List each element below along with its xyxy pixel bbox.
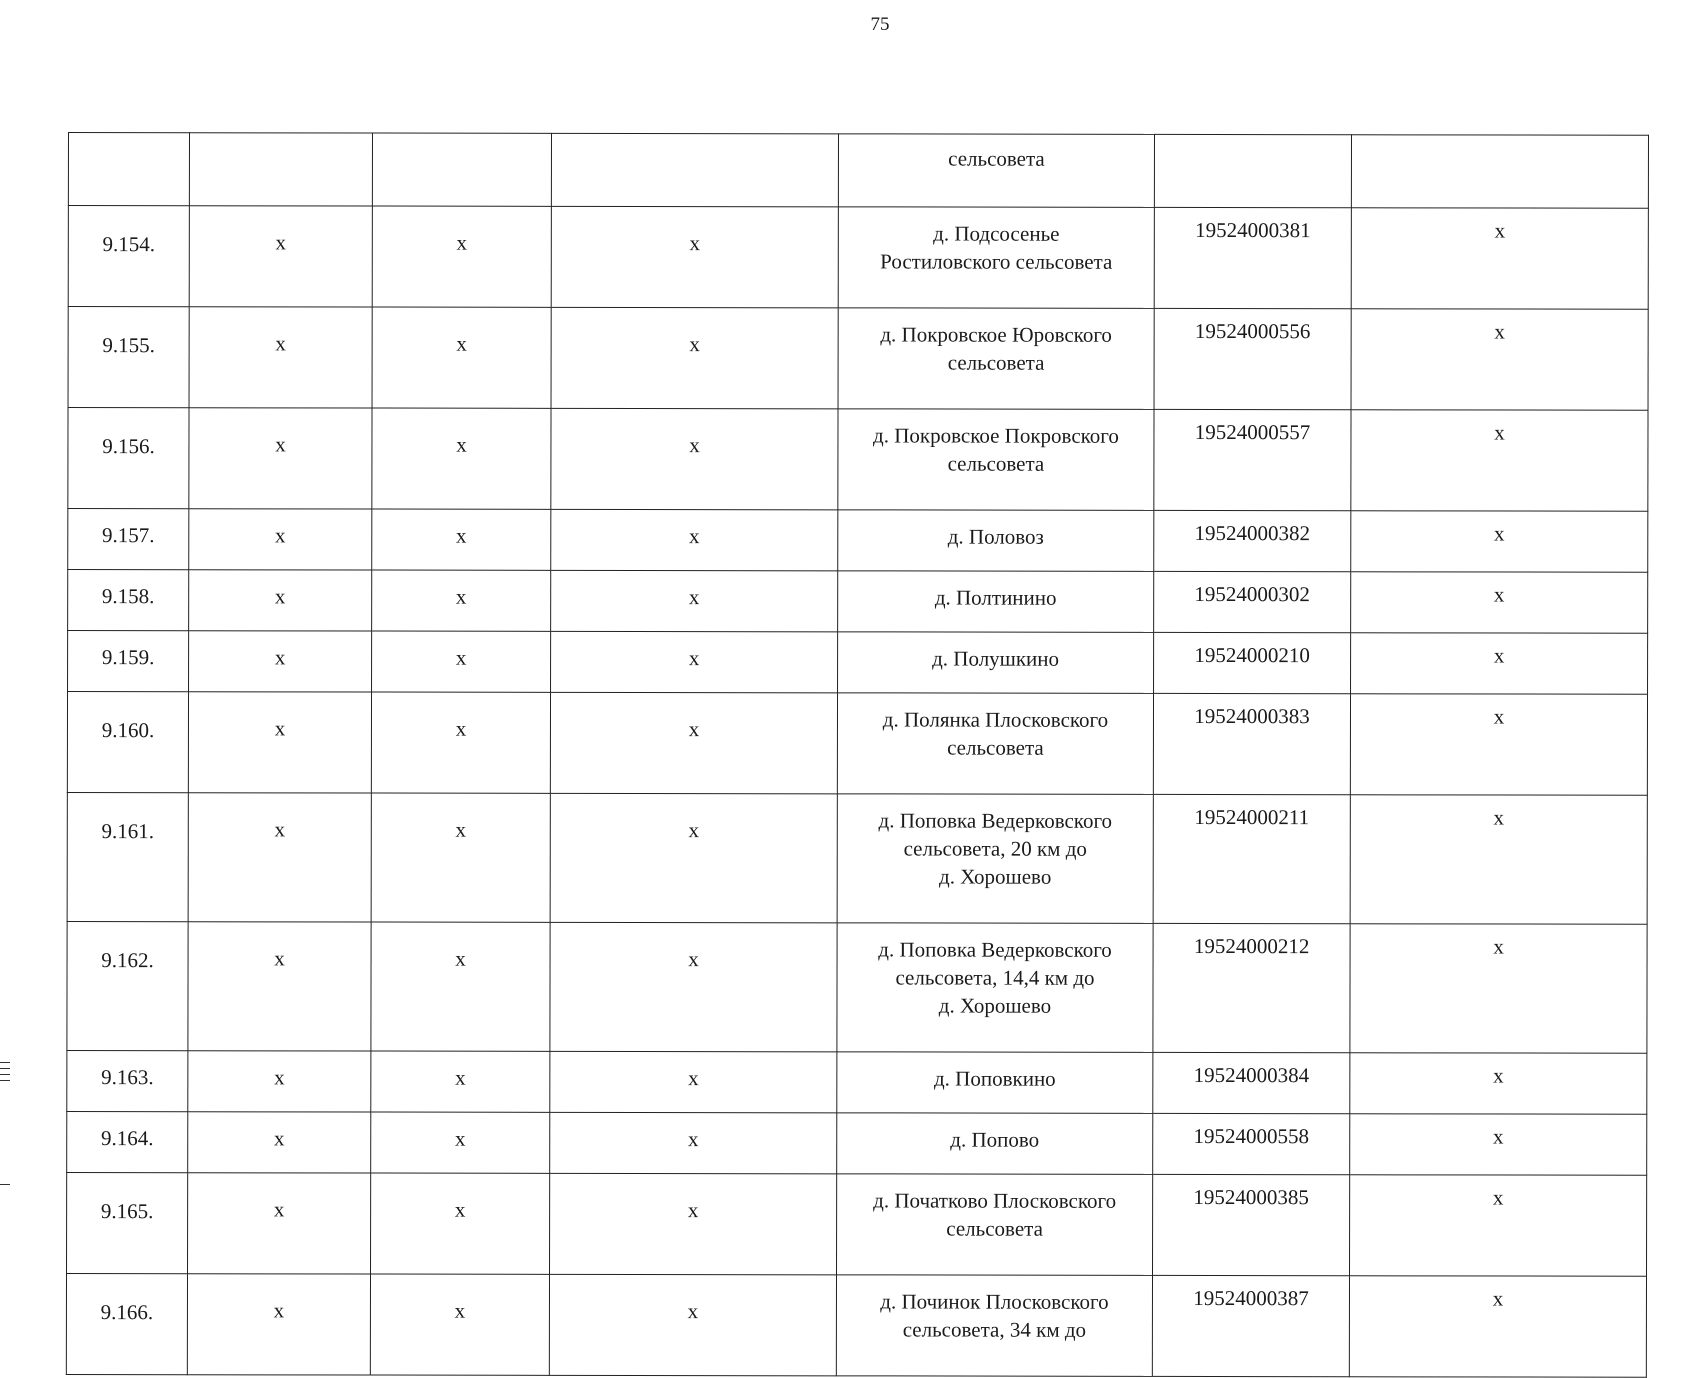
cell-col4: x: [551, 307, 838, 409]
settlement-name-line: д. Покровское Юровского: [880, 322, 1112, 347]
settlement-name: [838, 510, 1154, 572]
cell-col2: x: [188, 922, 371, 1051]
cell-col3: x: [372, 408, 551, 509]
row-number: 9.157.: [68, 509, 189, 570]
row-number: 9.155.: [68, 307, 189, 408]
settlement-name: [838, 409, 1154, 511]
settlement-name: [837, 693, 1153, 795]
cell-col2: x: [189, 509, 372, 570]
oktmo-code: 19524000302: [1154, 571, 1351, 632]
settlement-name-line: сельсовета: [947, 350, 1045, 375]
settlement-name: [837, 794, 1153, 924]
continuation-row: [68, 133, 1648, 209]
row-number: 9.154.: [68, 206, 189, 307]
cell-col4: x: [551, 206, 838, 308]
cell-last: x: [1350, 694, 1647, 796]
oktmo-code: 19524000556: [1154, 308, 1351, 409]
cell-last: x: [1350, 1175, 1647, 1277]
cell-col2: x: [189, 206, 372, 307]
cell-col3: x: [372, 509, 551, 570]
cell-last: x: [1350, 1114, 1647, 1176]
cont-cell-col2: [189, 133, 372, 206]
cell-col3: x: [371, 922, 550, 1051]
settlement-name-line: д. Починок Плосковского: [880, 1289, 1109, 1314]
settlement-name-line: д. Поповкино: [933, 1066, 1056, 1091]
settlement-name: [837, 1052, 1153, 1114]
cell-col3: x: [371, 1112, 550, 1173]
settlement-name-line: д. Поповка Ведерковского: [878, 808, 1113, 833]
cont-cell-code: [1154, 134, 1351, 207]
table-row: [67, 1050, 1647, 1114]
table-row: [67, 921, 1647, 1053]
cell-last: x: [1351, 511, 1648, 573]
cell-col2: x: [189, 408, 372, 509]
cell-last: x: [1351, 572, 1648, 634]
cell-last: x: [1350, 795, 1647, 925]
table-row: [67, 1172, 1647, 1276]
settlement-name: [838, 632, 1154, 694]
cell-last: x: [1350, 1053, 1647, 1115]
settlement-name-line: сельсовета: [946, 1216, 1043, 1241]
cell-col4: x: [551, 570, 838, 632]
table-row: [67, 792, 1647, 924]
table-row: [67, 692, 1647, 796]
settlement-name-line: д. Хорошево: [938, 993, 1052, 1018]
row-number: 9.162.: [67, 921, 188, 1050]
table-row: [68, 206, 1648, 310]
table-row: [68, 631, 1648, 695]
cont-cell-num: [68, 133, 189, 206]
cell-last: x: [1351, 410, 1648, 512]
cont-cell-col4: [551, 133, 838, 207]
cell-col2: x: [188, 793, 371, 922]
settlement-name-line: д. Хорошево: [939, 864, 1052, 889]
cell-col3: x: [372, 307, 551, 408]
cell-col4: x: [551, 408, 838, 510]
cell-col3: x: [371, 1173, 550, 1274]
settlement-name-line: д. Початково Плосковского: [873, 1188, 1117, 1213]
page-number: 75: [870, 14, 890, 35]
settlement-name: [838, 207, 1154, 309]
settlement-name: [836, 1275, 1152, 1377]
cell-col3: x: [372, 570, 551, 631]
table-row: [66, 1273, 1646, 1377]
settlement-name-line: д. Покровское Покровского: [873, 423, 1119, 448]
oktmo-code: 19524000387: [1152, 1275, 1349, 1376]
cell-last: x: [1350, 924, 1647, 1054]
margin-mark: [0, 1184, 10, 1185]
settlement-name-line: д. Полтинино: [934, 585, 1057, 610]
oktmo-code: 19524000384: [1153, 1052, 1350, 1113]
cell-col3: x: [371, 793, 550, 922]
oktmo-code: 19524000211: [1153, 794, 1350, 923]
row-number: 9.163.: [67, 1050, 188, 1111]
row-number: 9.161.: [67, 792, 188, 921]
cell-last: x: [1351, 633, 1648, 695]
table-row: [68, 307, 1648, 411]
cell-col2: x: [189, 570, 372, 631]
cell-col2: x: [188, 692, 371, 793]
table-row: [68, 408, 1648, 512]
cell-col4: x: [550, 692, 837, 794]
cell-col2: x: [188, 1112, 371, 1173]
table-row: [68, 509, 1648, 573]
settlement-name-line: Ростиловского сельсовета: [880, 249, 1113, 274]
settlement-name-line: сельсовета: [947, 451, 1045, 476]
cell-col4: x: [551, 509, 838, 571]
row-number: 9.159.: [68, 631, 189, 692]
cont-cell-name: сельсовета: [838, 134, 1154, 208]
cell-col2: x: [188, 1051, 371, 1112]
cell-col2: x: [189, 307, 372, 408]
cell-col3: x: [372, 206, 551, 307]
settlement-name-line: д. Полянка Плосковского: [882, 707, 1109, 732]
row-number: 9.160.: [67, 692, 188, 793]
oktmo-code: 19524000382: [1154, 510, 1351, 571]
settlement-name-line: д. Половоз: [947, 524, 1044, 549]
table-row: [67, 1111, 1647, 1175]
row-number: 9.158.: [68, 570, 189, 631]
oktmo-code: 19524000381: [1154, 207, 1351, 308]
cell-col4: x: [550, 1112, 837, 1174]
oktmo-code: 19524000558: [1153, 1113, 1350, 1174]
settlement-name-line: д. Поповка Ведерковского: [878, 937, 1112, 962]
row-number: 9.156.: [68, 408, 189, 509]
margin-mark: [0, 1062, 10, 1063]
cell-col2: x: [188, 1173, 371, 1274]
row-number: 9.164.: [67, 1111, 188, 1172]
cont-cell-col3: [372, 133, 551, 206]
table-body: [66, 133, 1648, 1378]
cell-col3: x: [371, 692, 550, 793]
cell-last: x: [1351, 309, 1648, 411]
cell-col3: x: [370, 1274, 549, 1375]
margin-mark: [0, 1068, 10, 1069]
settlement-name-line: д. Подсосенье: [933, 221, 1060, 246]
row-number: 9.166.: [66, 1273, 187, 1374]
settlement-name: [838, 571, 1154, 633]
margin-mark: [0, 1074, 10, 1075]
cell-col4: x: [550, 793, 837, 923]
row-number: 9.165.: [67, 1172, 188, 1273]
cell-col3: x: [371, 1051, 550, 1112]
margin-mark: [0, 1080, 10, 1081]
settlement-name: [837, 1113, 1153, 1175]
settlement-name-line: д. Попово: [950, 1127, 1040, 1152]
oktmo-code: 19524000383: [1153, 693, 1350, 794]
cell-col4: x: [550, 1173, 837, 1275]
settlement-name-line: сельсовета, 20 км до: [903, 836, 1087, 861]
cell-col4: x: [551, 631, 838, 693]
oktmo-code: 19524000385: [1153, 1174, 1350, 1275]
oktmo-code: 19524000557: [1154, 409, 1351, 510]
settlement-name-line: сельсовета, 14,4 км до: [895, 965, 1095, 990]
settlement-name: [837, 923, 1153, 1053]
oktmo-code: 19524000212: [1153, 923, 1350, 1052]
settlement-name-line: сельсовета, 34 км до: [902, 1317, 1087, 1342]
cell-col4: x: [550, 922, 837, 1052]
settlement-name: [837, 1174, 1153, 1276]
cell-col3: x: [372, 631, 551, 692]
settlement-name-line: сельсовета: [947, 735, 1044, 760]
settlement-name-line: д. Полушкино: [932, 646, 1060, 671]
cell-col4: x: [550, 1051, 837, 1113]
oktmo-code: 19524000210: [1154, 632, 1351, 693]
cell-col2: x: [187, 1274, 370, 1375]
settlements-table: [66, 132, 1649, 1378]
cont-cell-last: [1351, 135, 1648, 209]
cell-last: x: [1351, 208, 1648, 310]
cell-last: x: [1349, 1276, 1646, 1378]
cell-col4: x: [549, 1274, 836, 1376]
table-row: [68, 570, 1648, 634]
cell-col2: x: [189, 631, 372, 692]
settlement-name: [838, 308, 1154, 410]
